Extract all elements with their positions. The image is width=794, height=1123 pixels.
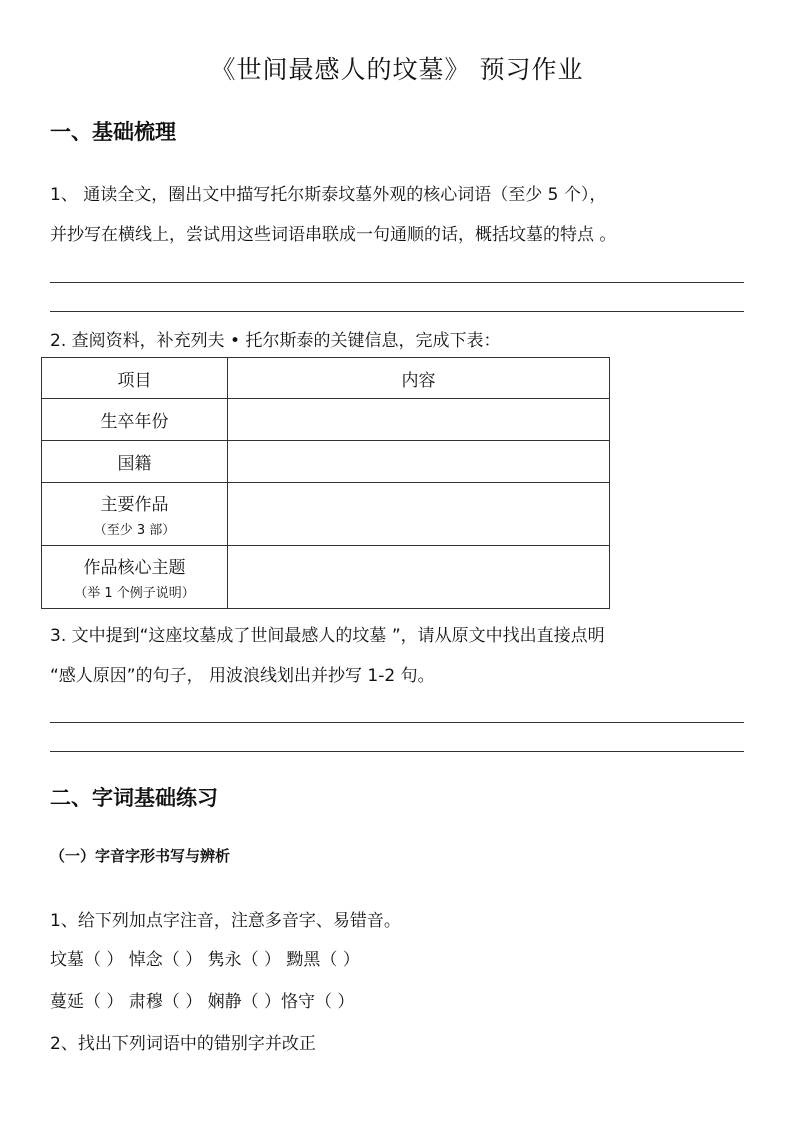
table-row-answer-cell[interactable] (228, 399, 610, 441)
answer-line-3[interactable] (50, 722, 744, 723)
row-label-text: 国籍 (117, 454, 152, 474)
table-row (42, 441, 610, 483)
vocab-words-row-2: 蔓延（ ） 肃穆（ ） 娴静（ ）恪守（ ） (50, 992, 355, 1012)
table-row (42, 483, 610, 546)
question-2: 2. 查阅资料，补充列夫 • 托尔斯泰的关键信息，完成下表： (50, 331, 501, 351)
table-header-item: 项目 (42, 358, 228, 399)
section-heading-basics: 一、基础梳理 (50, 120, 176, 144)
question-1-line-1: 1、 通读全文，圈出文中描写托尔斯泰坟墓外观的核心词语（至少 5 个）， (50, 185, 607, 205)
question-3-line-2: “感人原因”的句子， 用波浪线划出并抄写 1-2 句。 (50, 666, 435, 686)
table-row (42, 399, 610, 441)
vocab-question-2: 2、找出下列词语中的错别字并改正 (50, 1034, 316, 1054)
vocab-question-1: 1、给下列加点字注音，注意多音字、易错音。 (50, 911, 401, 931)
table-row (42, 546, 610, 609)
tolstoy-info-table (41, 357, 610, 609)
row-label-text: 作品核心主题 (83, 558, 186, 578)
row-label-text: 生卒年份 (100, 412, 169, 432)
row-label-note: （至少 3 部） (93, 523, 176, 538)
table-header-row (42, 358, 610, 399)
page-title: 《世间最感人的坟墓》 预习作业 (210, 55, 584, 84)
answer-line-2[interactable] (50, 311, 744, 312)
row-label-note: （举 1 个例子说明） (74, 586, 195, 601)
answer-line-1[interactable] (50, 282, 744, 283)
question-3-line-1: 3. 文中提到“这座坟墓成了世间最感人的坟墓 ”，请从原文中找出直接点明 (50, 626, 605, 646)
table-row-answer-cell[interactable] (228, 441, 610, 483)
answer-line-4[interactable] (50, 751, 744, 752)
sub-heading-pronunciation: （一）字音字形书写与辨析 (50, 847, 231, 865)
table-row-answer-cell[interactable] (228, 546, 610, 609)
section-heading-vocabulary: 二、字词基础练习 (50, 786, 218, 810)
table-header-content: 内容 (228, 358, 610, 399)
question-1-line-2: 并抄写在横线上，尝试用这些词语串联成一句通顺的话，概括坟墓的特点 。 (50, 225, 617, 245)
table-row-label (42, 483, 228, 546)
row-label-text: 主要作品 (100, 495, 169, 515)
table-row-label (42, 441, 228, 483)
table-row-answer-cell[interactable] (228, 483, 610, 546)
table-row-label (42, 399, 228, 441)
table-row-label (42, 546, 228, 609)
vocab-words-row-1: 坟墓（ ） 悼念（ ） 隽永（ ） 黝黑（ ） (50, 950, 360, 970)
